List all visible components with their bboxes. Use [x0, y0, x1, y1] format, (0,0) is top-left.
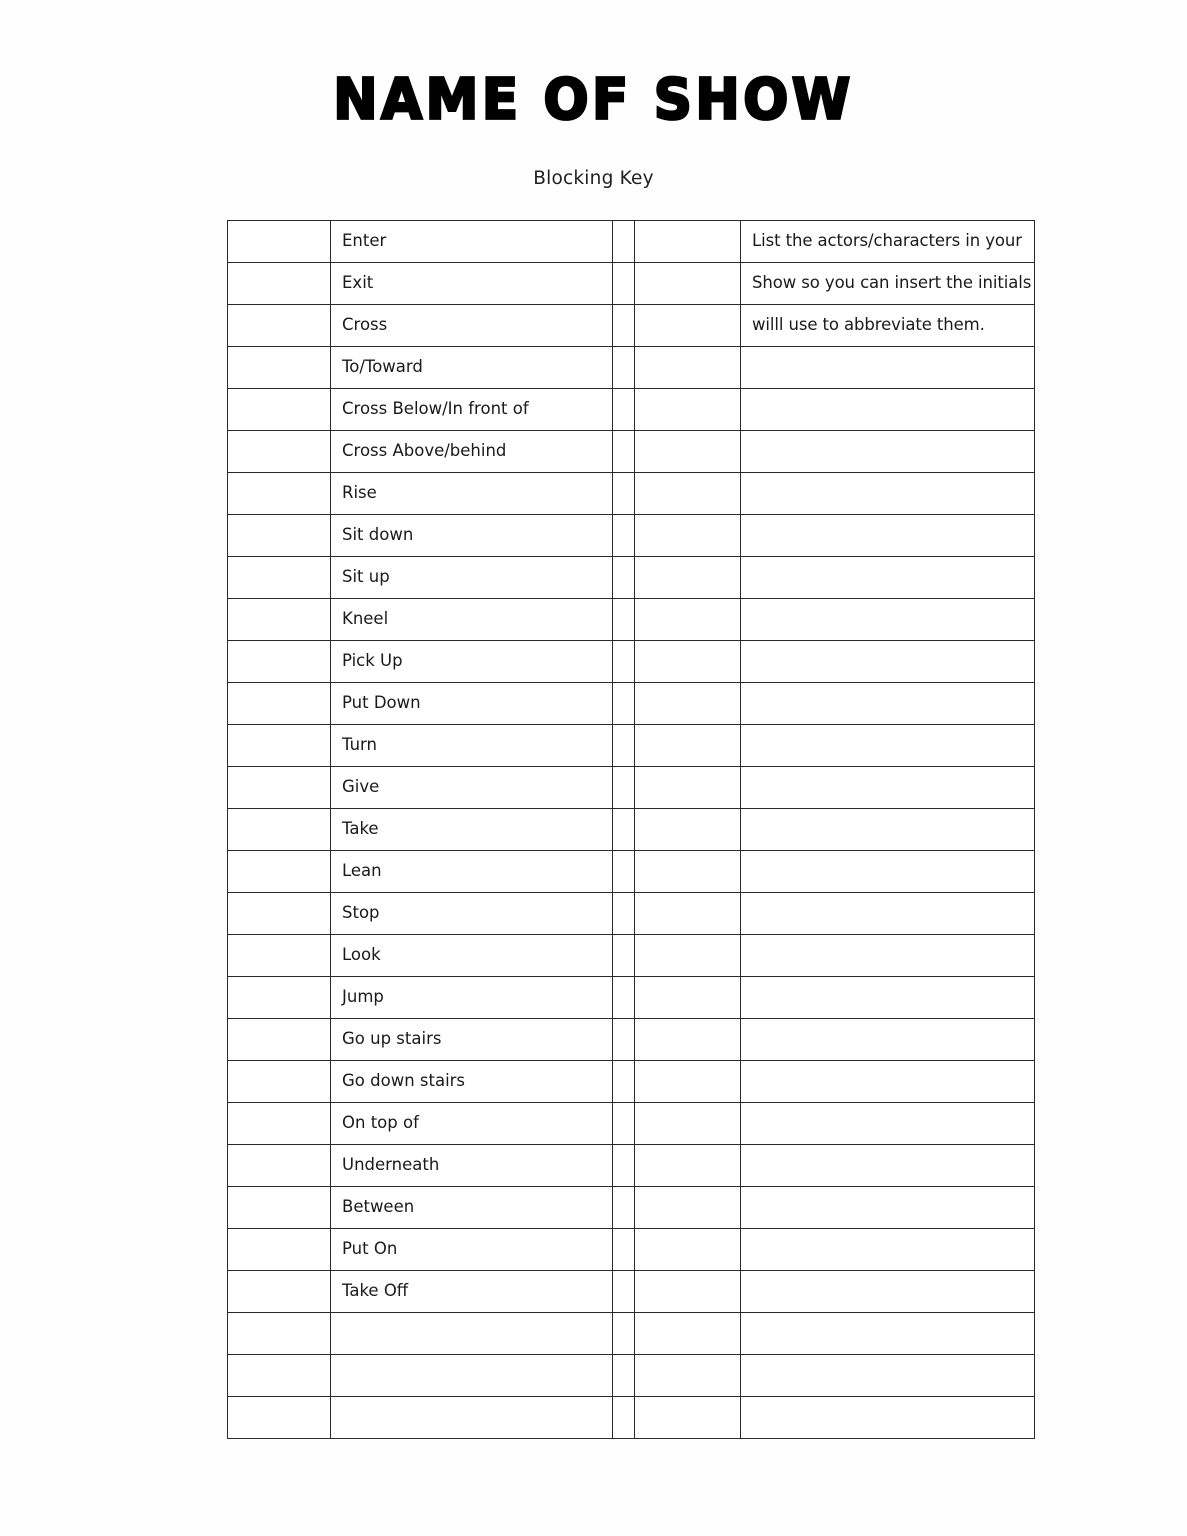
table-row [228, 515, 1035, 557]
row-mark-cell[interactable] [228, 767, 331, 809]
table-row [228, 1229, 1035, 1271]
row-mark-cell[interactable] [228, 1313, 331, 1355]
row-label-cell: Sit down [331, 515, 613, 557]
row-abbreviation-cell[interactable] [635, 641, 741, 683]
row-mark-cell[interactable] [228, 1229, 331, 1271]
row-abbreviation-cell[interactable] [635, 473, 741, 515]
row-mark-cell[interactable] [228, 599, 331, 641]
row-abbreviation-cell[interactable] [635, 1397, 741, 1439]
row-mark-cell[interactable] [228, 1103, 331, 1145]
row-abbreviation-cell[interactable] [635, 1019, 741, 1061]
table-row [228, 1103, 1035, 1145]
table-row [228, 599, 1035, 641]
row-spacer-cell [613, 1271, 635, 1313]
row-mark-cell[interactable] [228, 1355, 331, 1397]
row-mark-cell[interactable] [228, 221, 331, 263]
row-mark-cell[interactable] [228, 431, 331, 473]
table-row [228, 767, 1035, 809]
row-abbreviation-cell[interactable] [635, 977, 741, 1019]
table-row [228, 893, 1035, 935]
row-abbreviation-cell[interactable] [635, 893, 741, 935]
row-label-cell: Go down stairs [331, 1061, 613, 1103]
row-notes-cell[interactable] [741, 1145, 1035, 1187]
row-mark-cell[interactable] [228, 389, 331, 431]
row-mark-cell[interactable] [228, 1397, 331, 1439]
blocking-key-table [227, 220, 1035, 1439]
row-notes-cell[interactable] [741, 809, 1035, 851]
row-label-cell: To/Toward [331, 347, 613, 389]
row-notes-cell[interactable] [741, 389, 1035, 431]
row-notes-cell[interactable] [741, 1061, 1035, 1103]
row-notes-cell[interactable]: List the actors/characters in your [741, 221, 1035, 263]
row-label-cell: Put Down [331, 683, 613, 725]
row-spacer-cell [613, 389, 635, 431]
row-mark-cell[interactable] [228, 305, 331, 347]
table-row [228, 1061, 1035, 1103]
table-row [228, 305, 1035, 347]
row-notes-cell[interactable] [741, 599, 1035, 641]
row-spacer-cell [613, 473, 635, 515]
row-abbreviation-cell[interactable] [635, 683, 741, 725]
row-mark-cell[interactable] [228, 725, 331, 767]
title-block [0, 67, 1187, 133]
row-notes-cell[interactable] [741, 515, 1035, 557]
row-spacer-cell [613, 221, 635, 263]
row-mark-cell[interactable] [228, 1187, 331, 1229]
row-abbreviation-cell[interactable] [635, 725, 741, 767]
row-spacer-cell [613, 305, 635, 347]
row-mark-cell[interactable] [228, 935, 331, 977]
row-spacer-cell [613, 599, 635, 641]
blocking-key-table-body [228, 221, 1035, 1439]
row-spacer-cell [613, 347, 635, 389]
table-row [228, 641, 1035, 683]
row-label-cell: Underneath [331, 1145, 613, 1187]
table-row [228, 851, 1035, 893]
row-abbreviation-cell[interactable] [635, 851, 741, 893]
table-row [228, 431, 1035, 473]
row-label-cell: Give [331, 767, 613, 809]
row-notes-cell[interactable] [741, 683, 1035, 725]
row-label-cell: Cross Above/behind [331, 431, 613, 473]
row-abbreviation-cell[interactable] [635, 935, 741, 977]
row-mark-cell[interactable] [228, 641, 331, 683]
row-label-cell [331, 1355, 613, 1397]
row-label-cell: Put On [331, 1229, 613, 1271]
row-spacer-cell [613, 1103, 635, 1145]
row-label-cell: Cross [331, 305, 613, 347]
row-notes-cell[interactable] [741, 977, 1035, 1019]
row-label-cell [331, 1313, 613, 1355]
row-label-cell: On top of [331, 1103, 613, 1145]
row-mark-cell[interactable] [228, 683, 331, 725]
table-row [228, 389, 1035, 431]
row-label-cell: Pick Up [331, 641, 613, 683]
row-spacer-cell [613, 1061, 635, 1103]
table-row [228, 1355, 1035, 1397]
row-spacer-cell [613, 1019, 635, 1061]
row-notes-cell[interactable]: Show so you can insert the initials [741, 263, 1035, 305]
table-row [228, 1019, 1035, 1061]
table-row [228, 347, 1035, 389]
row-abbreviation-cell[interactable] [635, 599, 741, 641]
row-notes-cell[interactable] [741, 893, 1035, 935]
row-label-cell: Look [331, 935, 613, 977]
page-title: NAME OF SHOW [333, 67, 854, 133]
row-spacer-cell [613, 1355, 635, 1397]
row-abbreviation-cell[interactable] [635, 389, 741, 431]
table-row [228, 683, 1035, 725]
row-mark-cell[interactable] [228, 1019, 331, 1061]
row-spacer-cell [613, 1397, 635, 1439]
row-label-cell: Rise [331, 473, 613, 515]
table-row [228, 221, 1035, 263]
table-row [228, 1145, 1035, 1187]
page-subtitle: Blocking Key [533, 168, 654, 189]
row-notes-cell[interactable] [741, 1271, 1035, 1313]
table-row [228, 809, 1035, 851]
row-notes-cell[interactable] [741, 1103, 1035, 1145]
row-label-cell: Take Off [331, 1271, 613, 1313]
row-mark-cell[interactable] [228, 809, 331, 851]
row-abbreviation-cell[interactable] [635, 1145, 741, 1187]
row-abbreviation-cell[interactable] [635, 557, 741, 599]
row-abbreviation-cell[interactable] [635, 1355, 741, 1397]
row-mark-cell[interactable] [228, 1271, 331, 1313]
row-mark-cell[interactable] [228, 263, 331, 305]
row-mark-cell[interactable] [228, 557, 331, 599]
row-abbreviation-cell[interactable] [635, 1061, 741, 1103]
row-abbreviation-cell[interactable] [635, 1187, 741, 1229]
row-abbreviation-cell[interactable] [635, 347, 741, 389]
row-abbreviation-cell[interactable] [635, 1229, 741, 1271]
row-label-cell: Jump [331, 977, 613, 1019]
row-abbreviation-cell[interactable] [635, 1271, 741, 1313]
row-notes-cell[interactable] [741, 1313, 1035, 1355]
row-label-cell: Kneel [331, 599, 613, 641]
row-label-cell: Take [331, 809, 613, 851]
row-notes-cell[interactable] [741, 557, 1035, 599]
row-notes-cell[interactable] [741, 641, 1035, 683]
row-notes-cell[interactable] [741, 935, 1035, 977]
row-mark-cell[interactable] [228, 473, 331, 515]
row-spacer-cell [613, 1313, 635, 1355]
row-label-cell: Cross Below/In front of [331, 389, 613, 431]
row-notes-cell[interactable] [741, 767, 1035, 809]
row-notes-cell[interactable] [741, 473, 1035, 515]
row-spacer-cell [613, 935, 635, 977]
row-abbreviation-cell[interactable] [635, 1313, 741, 1355]
row-spacer-cell [613, 851, 635, 893]
row-spacer-cell [613, 1229, 635, 1271]
row-notes-cell[interactable] [741, 1355, 1035, 1397]
row-mark-cell[interactable] [228, 893, 331, 935]
row-notes-cell[interactable] [741, 1187, 1035, 1229]
table-row [228, 935, 1035, 977]
row-label-cell: Enter [331, 221, 613, 263]
row-mark-cell[interactable] [228, 1061, 331, 1103]
row-label-cell: Exit [331, 263, 613, 305]
row-notes-cell[interactable] [741, 347, 1035, 389]
row-spacer-cell [613, 977, 635, 1019]
row-notes-cell[interactable]: willl use to abbreviate them. [741, 305, 1035, 347]
row-spacer-cell [613, 641, 635, 683]
table-row [228, 473, 1035, 515]
table-row [228, 263, 1035, 305]
row-spacer-cell [613, 263, 635, 305]
table-row [228, 557, 1035, 599]
row-spacer-cell [613, 893, 635, 935]
row-notes-cell[interactable] [741, 431, 1035, 473]
table-row [228, 977, 1035, 1019]
row-abbreviation-cell[interactable] [635, 431, 741, 473]
row-label-cell: Turn [331, 725, 613, 767]
row-abbreviation-cell[interactable] [635, 515, 741, 557]
row-spacer-cell [613, 1145, 635, 1187]
row-mark-cell[interactable] [228, 851, 331, 893]
row-abbreviation-cell[interactable] [635, 809, 741, 851]
row-notes-cell[interactable] [741, 851, 1035, 893]
row-abbreviation-cell[interactable] [635, 263, 741, 305]
row-spacer-cell [613, 1187, 635, 1229]
row-mark-cell[interactable] [228, 977, 331, 1019]
blocking-key-table-wrap [227, 220, 1034, 1439]
row-label-cell: Between [331, 1187, 613, 1229]
row-label-cell: Go up stairs [331, 1019, 613, 1061]
row-abbreviation-cell[interactable] [635, 767, 741, 809]
row-label-cell: Lean [331, 851, 613, 893]
table-row [228, 725, 1035, 767]
row-label-cell [331, 1397, 613, 1439]
row-label-cell: Stop [331, 893, 613, 935]
row-spacer-cell [613, 809, 635, 851]
row-notes-cell[interactable] [741, 1229, 1035, 1271]
row-mark-cell[interactable] [228, 515, 331, 557]
row-abbreviation-cell[interactable] [635, 305, 741, 347]
table-row [228, 1187, 1035, 1229]
row-notes-cell[interactable] [741, 1397, 1035, 1439]
row-spacer-cell [613, 515, 635, 557]
row-mark-cell[interactable] [228, 347, 331, 389]
row-abbreviation-cell[interactable] [635, 221, 741, 263]
row-label-cell: Sit up [331, 557, 613, 599]
row-mark-cell[interactable] [228, 1145, 331, 1187]
row-spacer-cell [613, 683, 635, 725]
table-row [228, 1313, 1035, 1355]
table-row [228, 1271, 1035, 1313]
row-abbreviation-cell[interactable] [635, 1103, 741, 1145]
row-notes-cell[interactable] [741, 725, 1035, 767]
row-spacer-cell [613, 431, 635, 473]
row-spacer-cell [613, 767, 635, 809]
table-row [228, 1397, 1035, 1439]
row-spacer-cell [613, 725, 635, 767]
row-notes-cell[interactable] [741, 1019, 1035, 1061]
row-spacer-cell [613, 557, 635, 599]
